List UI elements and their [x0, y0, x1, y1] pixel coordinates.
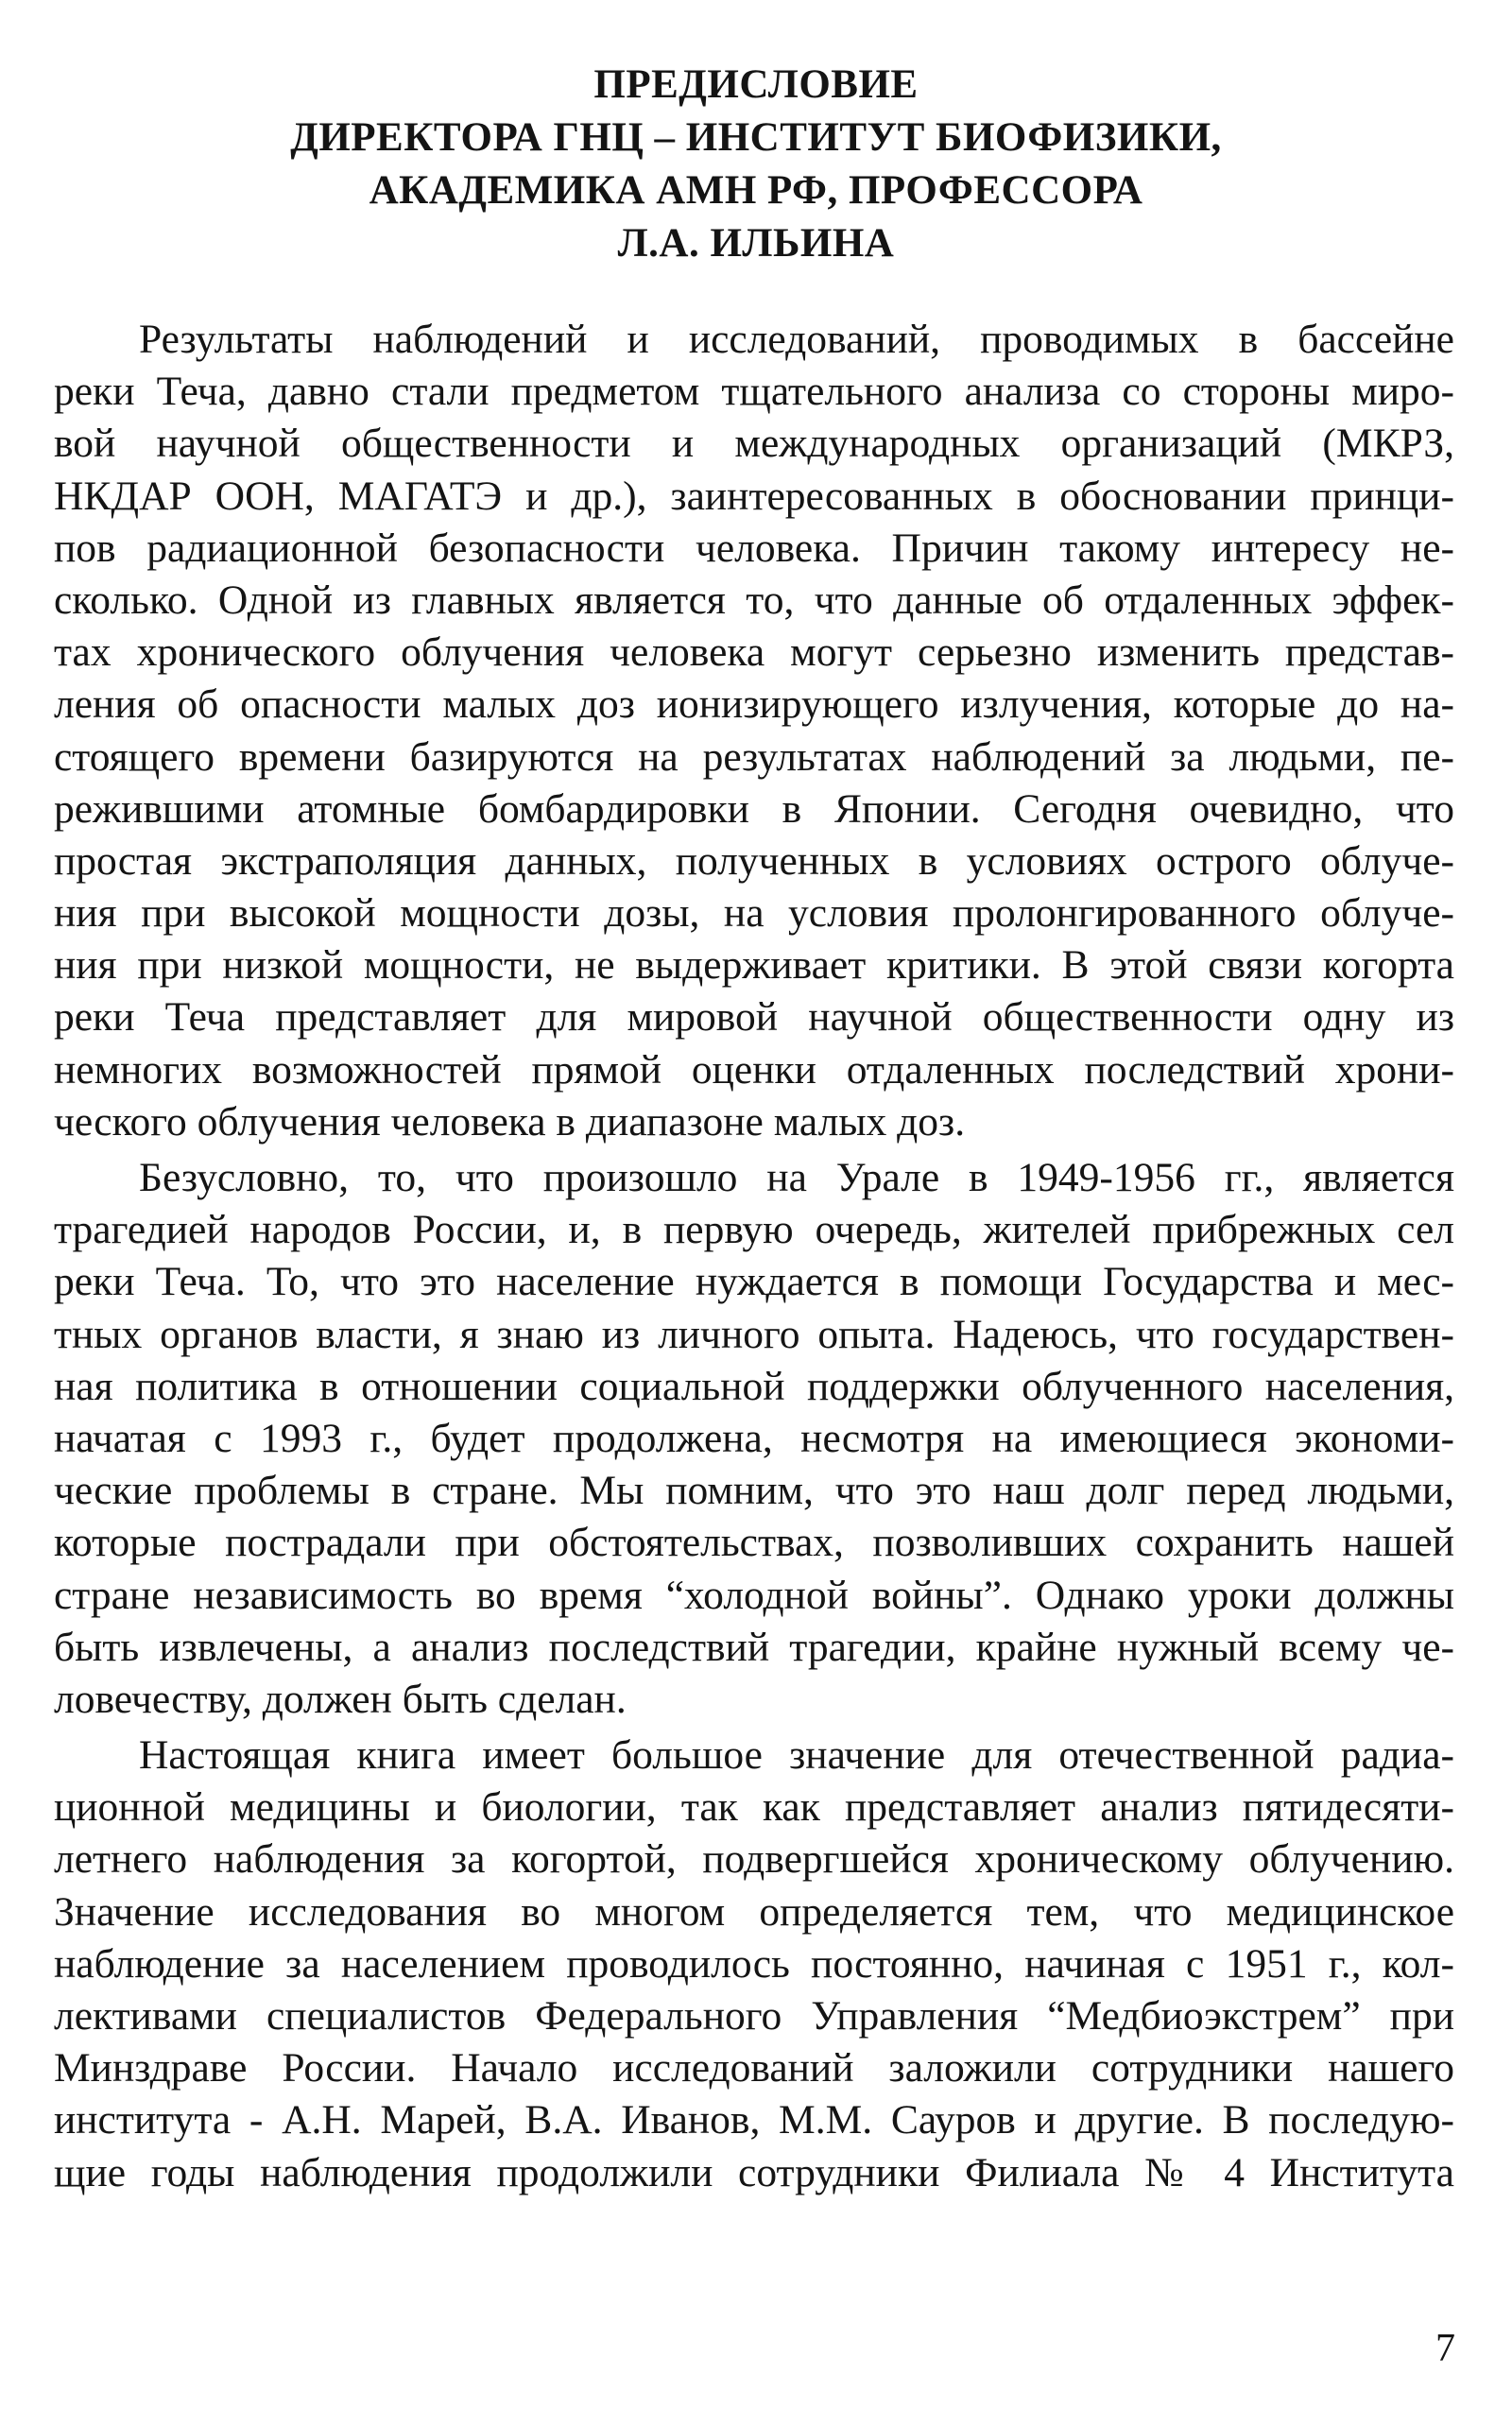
text-line: ционной медицины и биологии, так как представляет анализ пятидесяти-: [54, 1784, 1454, 1831]
text-line: Безусловно, то, что произошло на Урале в 1949-1956 гг., является: [139, 1155, 1454, 1200]
text-line: ловечеству, должен быть сделан.: [54, 1676, 627, 1722]
heading-line: ДИРЕКТОРА ГНЦ – ИНСТИТУТ БИОФИЗИКИ,: [290, 115, 1222, 160]
heading-line: АКАДЕМИКА АМН РФ, ПРОФЕССОРА: [369, 168, 1143, 213]
text-line: Минздраве России. Начало исследований заложили сотрудники нашего: [54, 2045, 1454, 2092]
text-line: режившими атомные бомбардировки в Японии. Сегодня очевидно, что: [54, 785, 1454, 832]
text-line: ления об опасности малых доз ионизирующего излучения, которые до на-: [54, 681, 1454, 728]
text-line: сколько. Одной из главных является то, что данные об отдаленных эффек-: [54, 577, 1454, 623]
text-line: НКДАР ООН, МАГАТЭ и др.), заинтересованных в обосновании принци-: [54, 473, 1454, 519]
text-line: стране независимость во время “холодной войны”. Однако уроки должны: [54, 1572, 1454, 1618]
text-line: Результаты наблюдений и исследований, проводимых в бассейне: [139, 317, 1454, 362]
text-line: которые пострадали при обстоятельствах, позволивших сохранить нашей: [54, 1520, 1454, 1566]
text-line: быть извлечены, а анализ последствий трагедии, крайне нужный всему че-: [54, 1624, 1454, 1670]
heading-line: Л.А. ИЛЬИНА: [617, 221, 895, 266]
text-line: пов радиационной безопасности человека. Причин такому интересу не-: [54, 525, 1454, 571]
page-number: 7: [1435, 2327, 1455, 2370]
text-line: стоящего времени базируются на результатах наблюдений за людьми, пе-: [54, 733, 1454, 780]
text-line: вой научной общественности и международных организаций (МКРЗ,: [54, 421, 1454, 467]
text-line: института - А.Н. Марей, В.А. Иванов, М.М. Сауров и другие. В последую-: [54, 2097, 1454, 2143]
text-line: лективами специалистов Федерального Управления “Медбиоэкстрем” при: [54, 1993, 1454, 2039]
text-line: реки Теча представляет для мировой научной общественности одну из: [54, 994, 1454, 1041]
heading-line: ПРЕДИСЛОВИЕ: [593, 62, 919, 107]
text-line: ния при низкой мощности, не выдерживает критики. В этой связи когорта: [54, 942, 1454, 989]
text-line: реки Теча, давно стали предметом тщательного анализа со стороны миро-: [54, 369, 1454, 415]
text-line: реки Теча. То, что это население нуждается в помощи Государства и мес-: [54, 1259, 1454, 1305]
preface-heading: [0, 59, 1512, 270]
text-line: наблюдение за населением проводилось постоянно, начиная с 1951 г., кол-: [54, 1940, 1454, 1987]
text-line: простая экстраполяция данных, полученных в условиях острого облуче-: [54, 837, 1454, 884]
text-line: тах хронического облучения человека могут серьезно изменить представ-: [54, 629, 1454, 676]
text-line: Значение исследования во многом определяется тем, что медицинское: [54, 1888, 1454, 1935]
text-line: начатая с 1993 г., будет продолжена, несмотря на имеющиеся экономи-: [54, 1415, 1454, 1461]
text-line: щие годы наблюдения продолжили сотрудники Филиала № 4 Института: [54, 2149, 1454, 2195]
text-line: ния при высокой мощности дозы, на условия пролонгированного облуче-: [54, 890, 1454, 937]
text-line: ческие проблемы в стране. Мы помним, что это наш долг перед людьми,: [54, 1468, 1454, 1514]
text-line: трагедией народов России, и, в первую очередь, жителей прибрежных сел: [54, 1207, 1454, 1253]
text-line: тных органов власти, я знаю из личного опыта. Надеюсь, что государствен-: [54, 1311, 1454, 1357]
text-line: ная политика в отношении социальной поддержки облученного населения,: [54, 1363, 1454, 1409]
preface-body: [54, 314, 1454, 2199]
text-line: ческого облучения человека в диапазоне малых доз.: [54, 1098, 966, 1145]
text-line: летнего наблюдения за когортой, подвергшейся хроническому облучению.: [54, 1836, 1454, 1883]
text-line: немногих возможностей прямой оценки отдаленных последствий хрони-: [54, 1046, 1454, 1093]
text-line: Настоящая книга имеет большое значение для отечественной радиа-: [139, 1732, 1454, 1779]
